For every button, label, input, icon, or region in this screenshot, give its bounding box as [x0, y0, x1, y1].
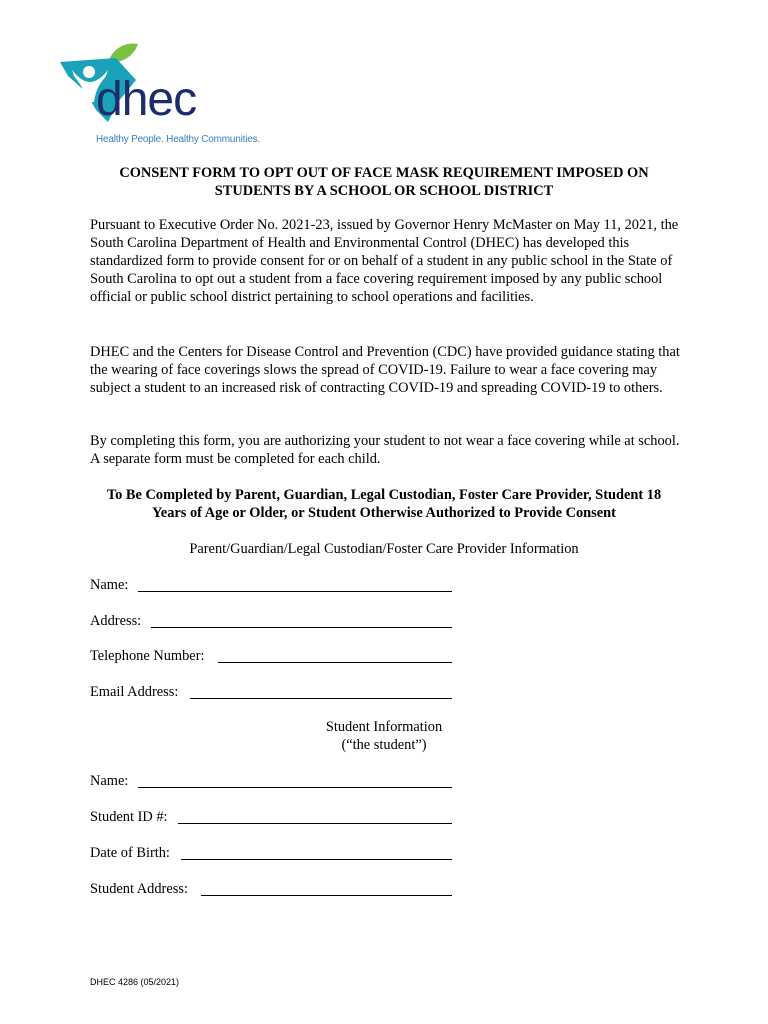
student-section-heading [320, 718, 448, 754]
student-dob-line[interactable] [181, 859, 452, 860]
student-name-field[interactable] [90, 772, 452, 792]
student-dob-label: Date of Birth: [90, 845, 170, 861]
student-section-title: Student Information [325, 719, 443, 735]
parent-telephone-label: Telephone Number: [90, 648, 205, 664]
parent-address-label: Address: [90, 613, 142, 629]
parent-email-label: Email Address: [90, 684, 179, 700]
form-title: CONSENT FORM TO OPT OUT OF FACE MASK REQUIREMENT IMPOSED ON STUDENTS BY A SCHOOL OR SCHOOL DISTRICT [119, 165, 649, 199]
dhec-wordmark: dhec [96, 73, 197, 126]
parent-email-field[interactable] [90, 683, 452, 703]
logo-tagline: Healthy People. Healthy Communities. [96, 134, 260, 145]
dhec-logo [56, 40, 286, 150]
completion-heading: To Be Completed by Parent, Guardian, Legal Custodian, Foster Care Provider, Student 18 Years of Age or Older, or Student Otherwise Authorized to Provide Consent [106, 487, 662, 521]
student-id-line[interactable] [178, 823, 452, 824]
parent-telephone-field[interactable] [90, 647, 452, 667]
parent-name-label: Name: [90, 577, 129, 593]
parent-address-field[interactable] [90, 612, 452, 632]
parent-name-line[interactable] [138, 591, 452, 592]
student-address-line[interactable] [201, 895, 452, 896]
student-address-field[interactable] [90, 880, 452, 900]
student-id-label: Student ID #: [90, 809, 168, 825]
parent-email-line[interactable] [190, 698, 452, 699]
student-section-subtitle: (“the student”) [341, 737, 427, 753]
guidance-paragraph: DHEC and the Centers for Disease Control and Prevention (CDC) have provided guidance stating that the wearing of face coverings slows the spread of COVID-19. Failure to wear a face covering may subject a student to an increased risk of contracting COVID-19 and spreading COVID-19 to others. [90, 344, 680, 396]
authorization-paragraph: By completing this form, you are authorizing your student to not wear a face covering while at school. A separate form must be completed for each child. [90, 433, 680, 467]
student-address-label: Student Address: [90, 881, 188, 897]
parent-address-line[interactable] [151, 627, 452, 628]
parent-name-field[interactable] [90, 576, 452, 596]
student-name-label: Name: [90, 773, 129, 789]
form-number-footer: DHEC 4286 (05/2021) [90, 977, 180, 987]
parent-section-heading: Parent/Guardian/Legal Custodian/Foster Care Provider Information [189, 541, 579, 557]
student-dob-field[interactable] [90, 844, 452, 864]
intro-paragraph: Pursuant to Executive Order No. 2021-23, issued by Governor Henry McMaster on May 11, 2021, the South Carolina Department of Health and Environmental Control (DHEC) has developed this standardized form to provide consent for or on behalf of a student in any public school in the State of South Carolina to opt out a student from a face covering requirement imposed by any public school official or public school district pertaining to school operations and facilities. [90, 217, 679, 305]
parent-telephone-line[interactable] [218, 662, 452, 663]
student-name-line[interactable] [138, 787, 452, 788]
student-id-field[interactable] [90, 808, 452, 828]
